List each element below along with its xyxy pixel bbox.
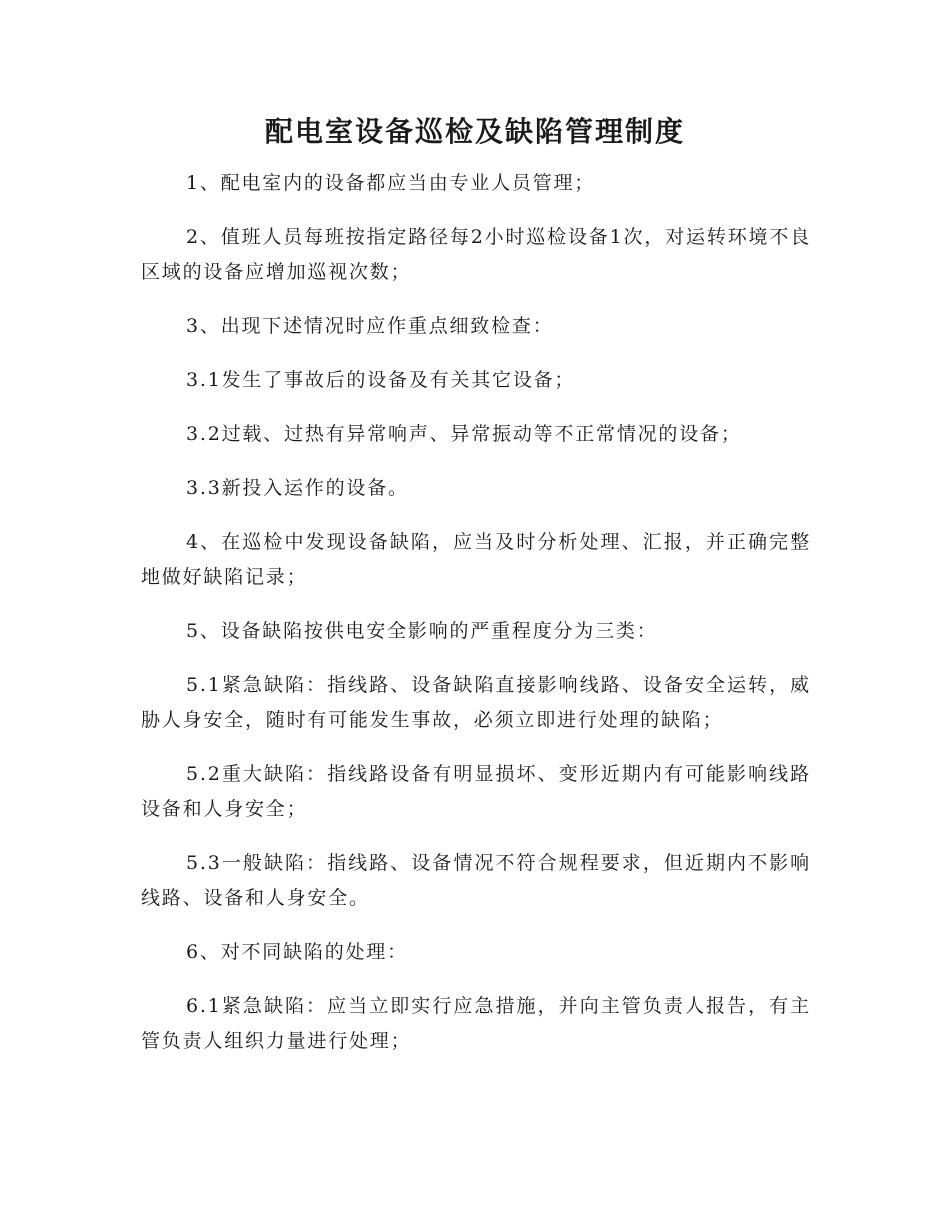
paragraph-4: 4、在巡检中发现设备缺陷，应当及时分析处理、汇报，并正确完整地做好缺陷记录； xyxy=(141,531,811,588)
paragraph-1: 1、配电室内的设备都应当由专业人员管理； xyxy=(186,172,596,194)
paragraph-6: 6、对不同缺陷的处理： xyxy=(186,941,408,963)
paragraph-2: 2、值班人员每班按指定路径每2小时巡检设备1次，对运转环境不良区域的设备应增加巡视次数； xyxy=(141,226,811,283)
paragraph-3-2: 3.2过载、过热有异常响声、异常振动等不正常情况的设备； xyxy=(186,423,742,445)
paragraph-5: 5、设备缺陷按供电安全影响的严重程度分为三类： xyxy=(186,620,658,642)
paragraph-3: 3、出现下述情况时应作重点细致检查： xyxy=(186,315,554,337)
paragraph-5-2: 5.2重大缺陷：指线路设备有明显损坏、变形近期内有可能影响线路设备和人身安全； xyxy=(141,763,811,820)
paragraph-3-3: 3.3新投入运作的设备。 xyxy=(186,477,409,499)
paragraph-3-1: 3.1发生了事故后的设备及有关其它设备； xyxy=(186,369,576,391)
paragraph-5-1: 5.1紧急缺陷：指线路、设备缺陷直接影响线路、设备安全运转，威胁人身安全，随时有可能发生事故，必须立即进行处理的缺陷； xyxy=(141,674,811,731)
paragraph-6-1: 6.1紧急缺陷：应当立即实行应急措施，并向主管负责人报告，有主管负责人组织力量进行处理； xyxy=(141,995,811,1052)
paragraph-5-3: 5.3一般缺陷：指线路、设备情况不符合规程要求，但近期内不影响线路、设备和人身安全。 xyxy=(141,852,811,909)
document-title: 配电室设备巡检及缺陷管理制度 xyxy=(264,115,685,148)
document-body xyxy=(141,166,811,1078)
